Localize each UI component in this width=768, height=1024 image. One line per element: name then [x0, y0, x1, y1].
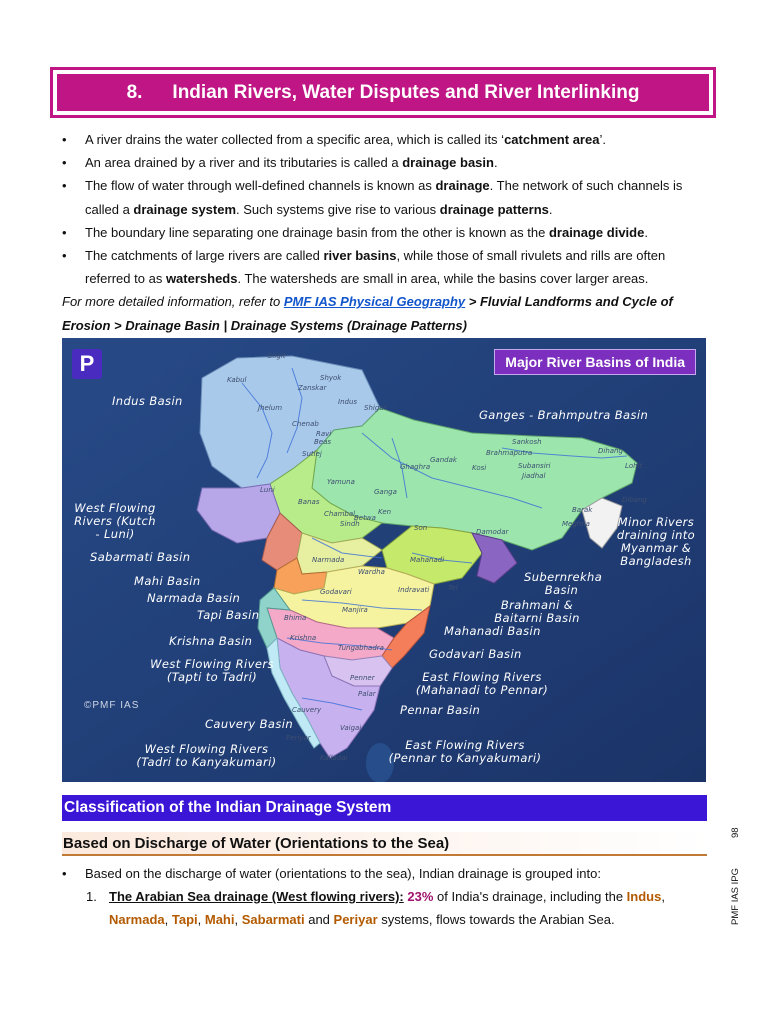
river-label: Kalladai — [320, 754, 348, 762]
river-label: Lohit — [625, 462, 643, 470]
chapter-title: Indian Rivers, Water Disputes and River Interlinking — [172, 81, 640, 103]
river-label: Kabul — [227, 376, 247, 384]
river-label: Jhelum — [258, 404, 283, 412]
map-label-efr-mahanadi: East Flowing Rivers (Mahanadi to Pennar) — [415, 670, 549, 697]
publisher-label: PMF IAS IPG — [730, 867, 741, 925]
river-basins-map — [62, 338, 706, 782]
map-label-godavari: Godavari Basin — [429, 647, 522, 661]
bullet-item: • The flow of water through well-defined channels is known as drainage. The network of such channels is called a drainage system. Such systems give rise to various drainage patterns. — [62, 174, 712, 220]
map-label-pennar: Pennar Basin — [400, 703, 481, 717]
river-label: Godavari — [320, 588, 352, 596]
river-label: Subansiri — [518, 462, 551, 470]
river-label: Jiadhal — [522, 472, 546, 480]
river-label: Penner — [350, 674, 375, 682]
river-label: Barak — [572, 506, 593, 514]
page-number: 98 — [730, 827, 741, 838]
map-label-narmada: Narmada Basin — [147, 591, 241, 605]
river-label: Cauvery — [292, 706, 322, 714]
river-label: Tungabhadra — [338, 644, 384, 652]
river-label: Ravi — [316, 430, 332, 438]
map-label-brahmani: Brahmani & Baitarni Basin — [494, 598, 580, 625]
map-label-wfr-tadri: West Flowing Rivers (Tadri to Kanyakumari) — [136, 742, 277, 769]
pmf-logo: P — [72, 349, 102, 379]
river-label: Shyok — [320, 374, 342, 382]
section-heading: Classification of the Indian Drainage System — [62, 795, 707, 821]
river-label: Sindh — [340, 520, 360, 528]
map-label-wfr-tapti: West Flowing Rivers (Tapti to Tadri) — [150, 657, 274, 684]
map-label-cauvery: Cauvery Basin — [205, 717, 294, 731]
chapter-heading — [50, 67, 716, 118]
river-label: Son — [414, 524, 428, 532]
river-label: Sutlej — [302, 450, 322, 458]
river-label: Indravati — [398, 586, 430, 594]
river-label: Zanskar — [298, 384, 327, 392]
map-label-tapi: Tapi Basin — [197, 608, 260, 622]
river-label: Kosi — [472, 464, 487, 472]
map-title: Major River Basins of India — [494, 349, 696, 375]
river-label: Vaigai — [340, 724, 362, 732]
river-label: Beas — [314, 438, 332, 446]
river-label: Brahmaputra — [486, 449, 533, 457]
map-label-subernrekha: Subernrekha Basin — [524, 570, 603, 597]
river-label: Palar — [358, 690, 376, 698]
river-label: Yamuna — [327, 478, 355, 486]
river-label: Manjira — [342, 606, 368, 614]
river-label: Damodar — [476, 528, 509, 536]
chapter-heading-bar — [57, 74, 709, 111]
river-label: Bhima — [284, 614, 307, 622]
map-label-minor: Minor Rivers draining into Myanmar & Bangladesh — [616, 515, 696, 568]
reference-link[interactable]: PMF IAS Physical Geography — [283, 294, 466, 310]
river-label: Tel — [448, 584, 458, 592]
river-label: Narmada — [312, 556, 345, 564]
river-label: Gandak — [430, 456, 457, 464]
river-label: Dihang — [598, 447, 623, 455]
river-label: Dibang — [622, 496, 647, 504]
river-label: Luni — [260, 486, 275, 494]
river-label: Chenab — [292, 420, 319, 428]
bullet-item: • Based on the discharge of water (orientations to the sea), Indian drainage is grouped into: — [62, 862, 712, 885]
classification-content — [62, 862, 712, 931]
river-label: Banas — [298, 498, 320, 506]
map-copyright: ©PMF IAS — [84, 700, 140, 711]
map-label-ganges: Ganges - Brahmputra Basin — [479, 408, 649, 422]
bullet-item: • The catchments of large rivers are called river basins, while those of small rivulets and rills are often referred to as watersheds. The watersheds are small in area, while the basins cover larger areas. — [62, 244, 712, 290]
river-label: Krishna — [290, 634, 317, 642]
river-label: Gilgit — [267, 352, 286, 360]
chapter-number: 8. — [126, 81, 143, 103]
bullet-item: • The boundary line separating one drainage basin from the other is known as the drainage divide. — [62, 221, 712, 244]
river-label: Ganga — [374, 488, 397, 496]
river-label: Wardha — [358, 568, 385, 576]
river-label: Mahanadi — [410, 556, 445, 564]
reference-note: For more detailed information, refer to PMF IAS Physical Geography > Fluvial Landforms and Cycle of Erosion > Drainage Basin | Drainage Systems (Drainage Patterns) — [62, 294, 673, 333]
map-label-mahanadi: Mahanadi Basin — [444, 624, 541, 638]
bullet-item: • An area drained by a river and its tributaries is called a drainage basin. — [62, 151, 712, 174]
river-label: Betwa — [354, 514, 376, 522]
map-label-sabarmati: Sabarmati Basin — [90, 550, 191, 564]
numbered-item: 1. The Arabian Sea drainage (West flowing rivers): 23% of India's drainage, including the Indus, Narmada, Tapi, Mahi, Sabarmati and Periyar systems, flows towards the Arabian Sea. — [86, 889, 665, 927]
map-label-krishna: Krishna Basin — [169, 634, 253, 648]
bullet-item: • A river drains the water collected from a specific area, which is called its ‘catchment area’. — [62, 128, 712, 151]
map-label-efr-pennar: East Flowing Rivers (Pennar to Kanyakumari) — [388, 738, 542, 765]
river-label: Sankosh — [512, 438, 542, 446]
river-label: Meghna — [562, 520, 590, 528]
map-label-mahi: Mahi Basin — [134, 574, 201, 588]
river-label: Ken — [378, 508, 392, 516]
river-label: Shigar — [364, 404, 387, 412]
map-label-wfr-kutch: West Flowing Rivers (Kutch - Luni) — [74, 501, 156, 541]
subsection-heading: Based on Discharge of Water (Orientations to the Sea) — [62, 832, 707, 856]
map-label-indus: Indus Basin — [112, 394, 183, 408]
river-label: Chambal — [324, 510, 356, 518]
river-label: Indus — [338, 398, 358, 406]
river-label: Ghaghra — [400, 463, 431, 471]
intro-bullets — [62, 128, 712, 337]
river-label: Periyar — [286, 734, 311, 742]
